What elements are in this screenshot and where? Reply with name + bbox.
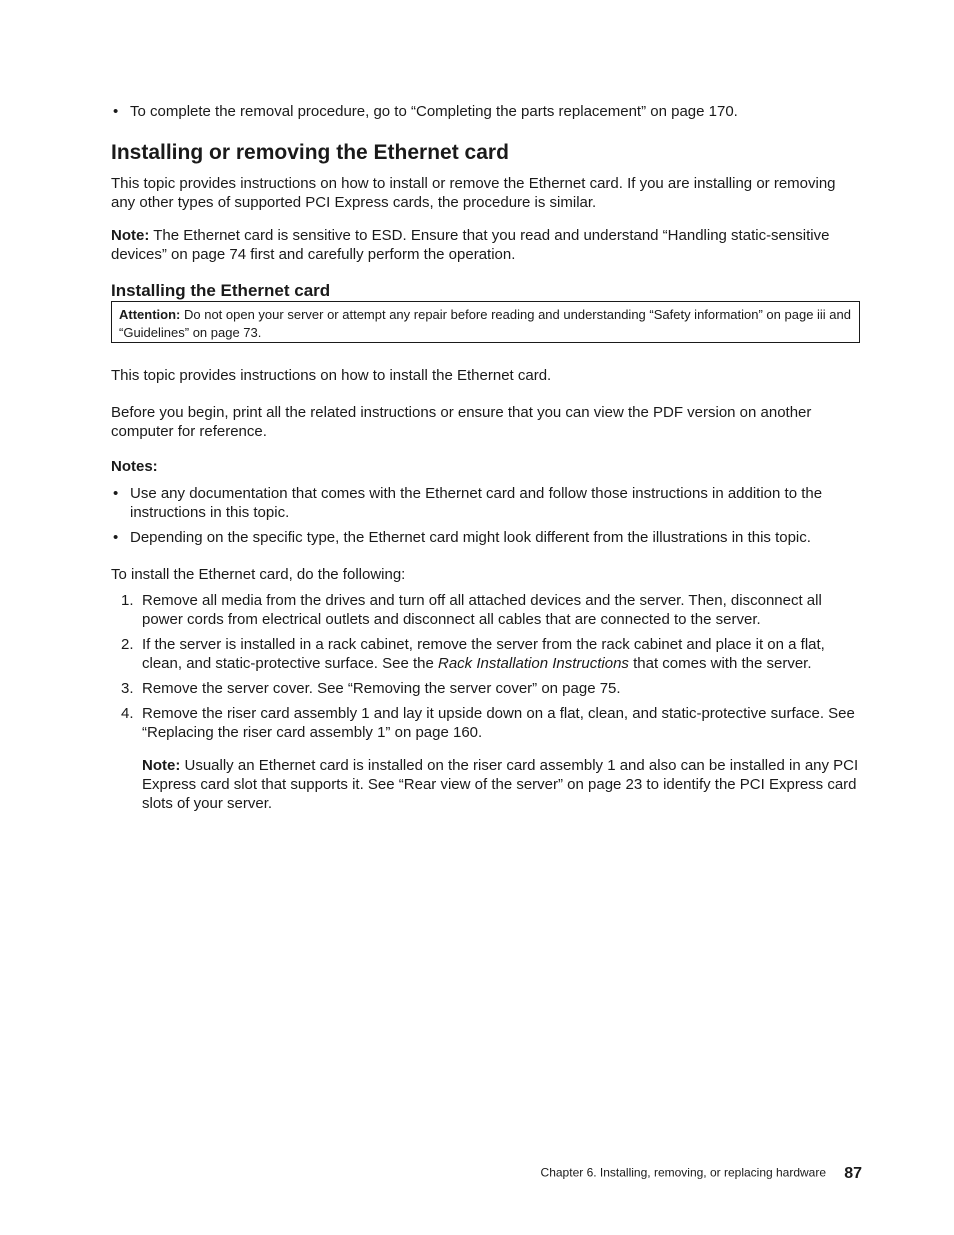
page-number: 87 — [844, 1164, 862, 1182]
rack-instructions-title: Rack Installation Instructions — [438, 655, 629, 672]
step-text: Remove the server cover. See “Removing the server cover” on page 75. — [142, 680, 621, 697]
step-1 — [111, 591, 862, 629]
step-text: Remove all media from the drives and turn off all attached devices and the server. Then, disconnect all power cords from electrical outlets and disconnect all cables that are connected to the server. — [142, 592, 822, 628]
removal-procedure-bullet: • To complete the removal procedure, go to “Completing the parts replacement” on page 170. — [111, 102, 881, 121]
step-2 — [111, 635, 862, 673]
step-4 — [111, 704, 862, 742]
attention-text: Do not open your server or attempt any repair before reading and understanding “Safety information” on page iii and “Guidelines” on page 73. — [119, 307, 851, 340]
page-footer — [111, 1163, 862, 1183]
attention-box — [111, 301, 860, 343]
note-text: Usually an Ethernet card is installed on the riser card assembly 1 and also can be installed in any PCI Express card slot that supports it. See “Rear view of the server” on page 23 to identify the PCI Express card slots of your server. — [142, 757, 859, 812]
note-label: Note: — [142, 757, 181, 774]
step-number: 2. — [121, 636, 134, 653]
list-item: • Depending on the specific type, the Ethernet card might look different from the illustrations in this topic. — [111, 528, 862, 547]
step-number: 4. — [121, 705, 134, 722]
notes-list — [111, 484, 862, 553]
riser-card-note — [142, 756, 862, 813]
steps-list — [111, 591, 862, 748]
step-text-end: that comes with the server. — [628, 655, 812, 672]
note-text: The Ethernet card is sensitive to ESD. Ensure that you read and understand “Handling static-sensitive devices” on page 74 first and carefully perform the operation. — [111, 227, 830, 263]
step-text: Remove the riser card assembly 1 and lay it upside down on a flat, clean, and static-protective surface. See “Replacing the riser card assembly 1” on page 160. — [142, 705, 855, 741]
subsection-title: Installing the Ethernet card — [111, 281, 331, 300]
install-intro-paragraph: This topic provides instructions on how to install the Ethernet card. — [111, 367, 552, 384]
step-3 — [111, 679, 862, 698]
step-text: If the server is installed in a rack cabinet, remove the server from the rack cabinet and place it on a flat, clean, and static-protective surface. See the — [142, 636, 825, 672]
before-you-begin-paragraph: Before you begin, print all the related instructions or ensure that you can view the PDF version on another computer for reference. — [111, 404, 812, 440]
note-label: Note: — [111, 227, 150, 244]
esd-note — [111, 226, 862, 264]
intro-paragraph: This topic provides instructions on how to install or remove the Ethernet card. If you are installing or removing any other types of supported PCI Express cards, the procedure is similar. — [111, 175, 836, 211]
attention-label: Attention: — [119, 307, 181, 322]
section-title: Installing or removing the Ethernet card — [111, 141, 509, 164]
step-number: 3. — [121, 680, 134, 697]
procedure-intro: To install the Ethernet card, do the following: — [111, 566, 406, 583]
notes-heading: Notes: — [111, 458, 158, 475]
list-item: • Use any documentation that comes with the Ethernet card and follow those instructions in addition to the instructions in this topic. — [111, 484, 862, 522]
chapter-title: Chapter 6. Installing, removing, or replacing hardware — [540, 1165, 827, 1180]
step-number: 1. — [121, 592, 134, 609]
